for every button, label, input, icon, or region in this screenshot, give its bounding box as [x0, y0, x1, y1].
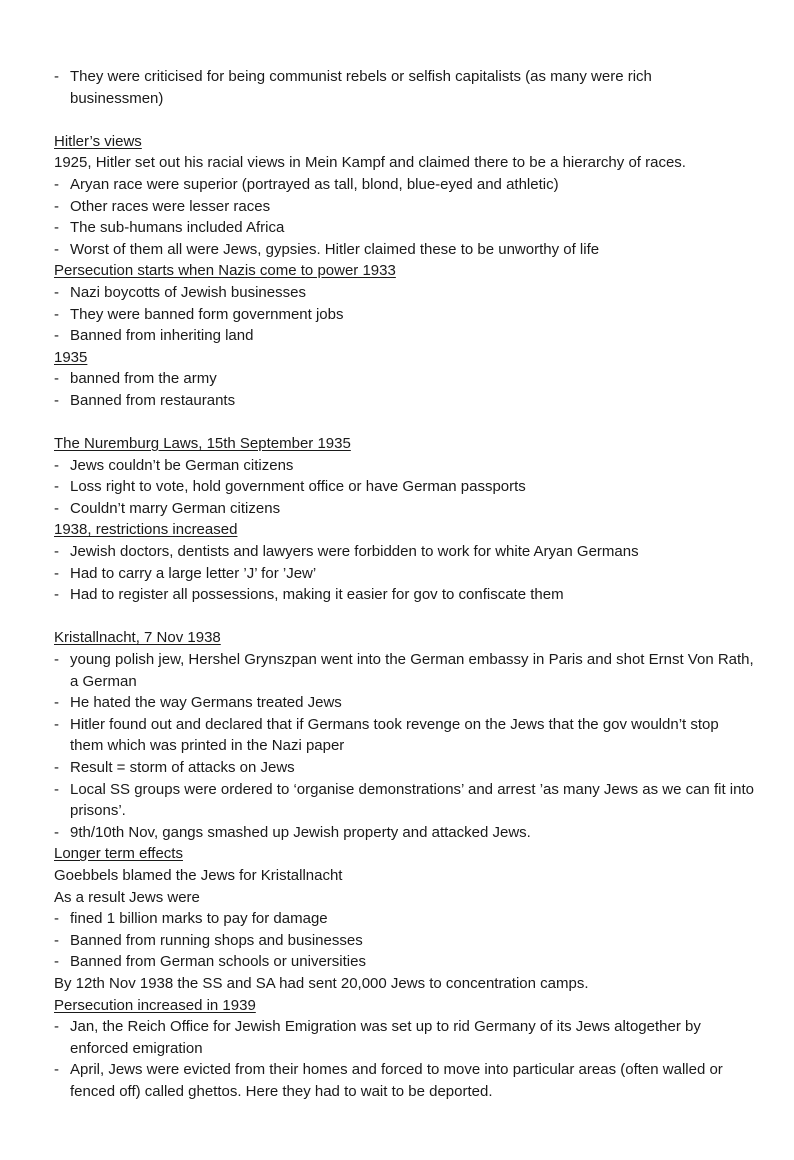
bullet-item	[54, 498, 754, 520]
dash-marker: -	[54, 715, 59, 733]
bullet-text: April, Jews were evicted from their homes and forced to move into particular areas (often walled or fenced off) called ghettos. Here they had to wait to be deported.	[70, 1061, 723, 1100]
bullet-text: Banned from inheriting land	[70, 327, 254, 345]
bullet-text: Nazi boycotts of Jewish businesses	[70, 283, 306, 301]
paragraph: As a result Jews were	[54, 888, 200, 906]
bullet-item	[54, 541, 754, 563]
paragraph: By 12th Nov 1938 the SS and SA had sent 20,000 Jews to concentration camps.	[54, 974, 589, 992]
bullet-text: Hitler found out and declared that if Germans took revenge on the Jews that the gov wouldn’t stop them which was printed in the Nazi paper	[70, 715, 719, 755]
bullet-item	[54, 714, 754, 757]
dash-marker: -	[54, 953, 59, 971]
bullet-text: They were criticised for being communist rebels or selfish capitalists (as many were rich businessmen)	[70, 68, 652, 107]
bullet-item	[54, 66, 710, 109]
dash-marker: -	[54, 780, 59, 798]
dash-marker: -	[54, 456, 59, 474]
bullet-text: Aryan race were superior (portrayed as tall, blond, blue-eyed and athletic)	[70, 175, 559, 193]
dash-marker: -	[54, 391, 59, 409]
bullet-item	[54, 779, 754, 822]
bullet-item	[54, 217, 754, 239]
section-heading-nuremburg-laws: The Nuremburg Laws, 15th September 1935	[54, 435, 351, 453]
bullet-text: Other races were lesser races	[70, 197, 271, 215]
bullet-text: banned from the army	[70, 370, 217, 388]
bullet-item	[54, 282, 754, 304]
bullet-item	[54, 930, 754, 952]
bullet-item	[54, 908, 754, 930]
bullet-text: They were banned form government jobs	[70, 305, 344, 323]
bullet-text: Jews couldn’t be German citizens	[70, 456, 294, 474]
dash-marker: -	[54, 1018, 59, 1036]
dash-marker: -	[54, 219, 59, 237]
section-heading-kristallnacht: Kristallnacht, 7 Nov 1938	[54, 629, 221, 647]
bullet-text: Had to register all possessions, making it easier for gov to confiscate them	[70, 586, 564, 604]
bullet-item	[54, 239, 754, 261]
section-heading-persecution-1939: Persecution increased in 1939	[54, 996, 256, 1014]
dash-marker: -	[54, 694, 59, 712]
bullet-text: Loss right to vote, hold government office or have German passports	[70, 478, 526, 496]
dash-marker: -	[54, 499, 59, 517]
bullet-item	[54, 455, 754, 477]
dash-marker: -	[54, 68, 59, 85]
bullet-text: He hated the way Germans treated Jews	[70, 694, 342, 712]
bullet-text: Jan, the Reich Office for Jewish Emigration was set up to rid Germany of its Jews altogether by enforced emigration	[70, 1018, 701, 1057]
dash-marker: -	[54, 586, 59, 604]
bullet-text: Had to carry a large letter ’J’ for ’Jew’	[70, 564, 317, 582]
bullet-item	[54, 325, 754, 347]
bullet-item	[54, 390, 754, 412]
bullet-item	[54, 563, 754, 585]
dash-marker: -	[54, 564, 59, 582]
dash-marker: -	[54, 910, 59, 928]
dash-marker: -	[54, 283, 59, 301]
section-heading-persecution-1933: Persecution starts when Nazis come to power 1933	[54, 262, 396, 280]
bullet-item	[54, 304, 754, 326]
document-page	[54, 66, 754, 1103]
bullet-item	[54, 951, 754, 973]
bullet-text: Jewish doctors, dentists and lawyers were forbidden to work for white Aryan Germans	[70, 543, 639, 561]
paragraph: Goebbels blamed the Jews for Kristallnacht	[54, 866, 343, 884]
dash-marker: -	[54, 327, 59, 345]
section-heading-1935: 1935	[54, 348, 88, 366]
bullet-item	[54, 196, 754, 218]
dash-marker: -	[54, 823, 59, 841]
bullet-text: Result = storm of attacks on Jews	[70, 759, 295, 776]
dash-marker: -	[54, 651, 59, 669]
bullet-item	[54, 649, 754, 692]
dash-marker: -	[54, 175, 59, 193]
bullet-text: The sub-humans included Africa	[70, 219, 285, 237]
dash-marker: -	[54, 931, 59, 949]
bullet-text: 9th/10th Nov, gangs smashed up Jewish property and attacked Jews.	[70, 823, 531, 841]
section-heading-longer-term-effects: Longer term effects	[54, 845, 183, 863]
bullet-text: young polish jew, Hershel Grynszpan went into the German embassy in Paris and shot Ernst Von Rath, a German	[70, 651, 754, 690]
bullet-text: Banned from running shops and businesses	[70, 931, 363, 949]
bullet-item	[54, 1059, 754, 1102]
bullet-text: Local SS groups were ordered to ‘organise demonstrations’ and arrest ’as many Jews as we can fit into prisons’.	[70, 780, 754, 820]
dash-marker: -	[54, 305, 59, 323]
dash-marker: -	[54, 370, 59, 388]
dash-marker: -	[54, 1061, 59, 1079]
bullet-item	[54, 757, 754, 779]
dash-marker: -	[54, 478, 59, 496]
bullet-item	[54, 822, 754, 844]
bullet-text: Banned from restaurants	[70, 391, 236, 409]
bullet-item	[54, 368, 754, 390]
bullet-item	[54, 1016, 754, 1059]
bullet-text: Worst of them all were Jews, gypsies. Hitler claimed these to be unworthy of life	[70, 240, 600, 258]
paragraph: 1925, Hitler set out his racial views in Mein Kampf and claimed there to be a hierarchy of races.	[54, 154, 686, 172]
dash-marker: -	[54, 240, 59, 258]
bullet-item	[54, 174, 754, 196]
dash-marker: -	[54, 759, 59, 776]
bullet-item	[54, 476, 754, 498]
bullet-item	[54, 692, 754, 714]
bullet-text: Couldn’t marry German citizens	[70, 499, 281, 517]
dash-marker: -	[54, 197, 59, 215]
bullet-text: Banned from German schools or universities	[70, 953, 366, 971]
dash-marker: -	[54, 543, 59, 561]
bullet-text: fined 1 billion marks to pay for damage	[70, 910, 328, 928]
section-heading-hitlers-views: Hitler’s views	[54, 132, 142, 150]
section-heading-restrictions-1938: 1938, restrictions increased	[54, 521, 238, 539]
bullet-item	[54, 584, 754, 606]
